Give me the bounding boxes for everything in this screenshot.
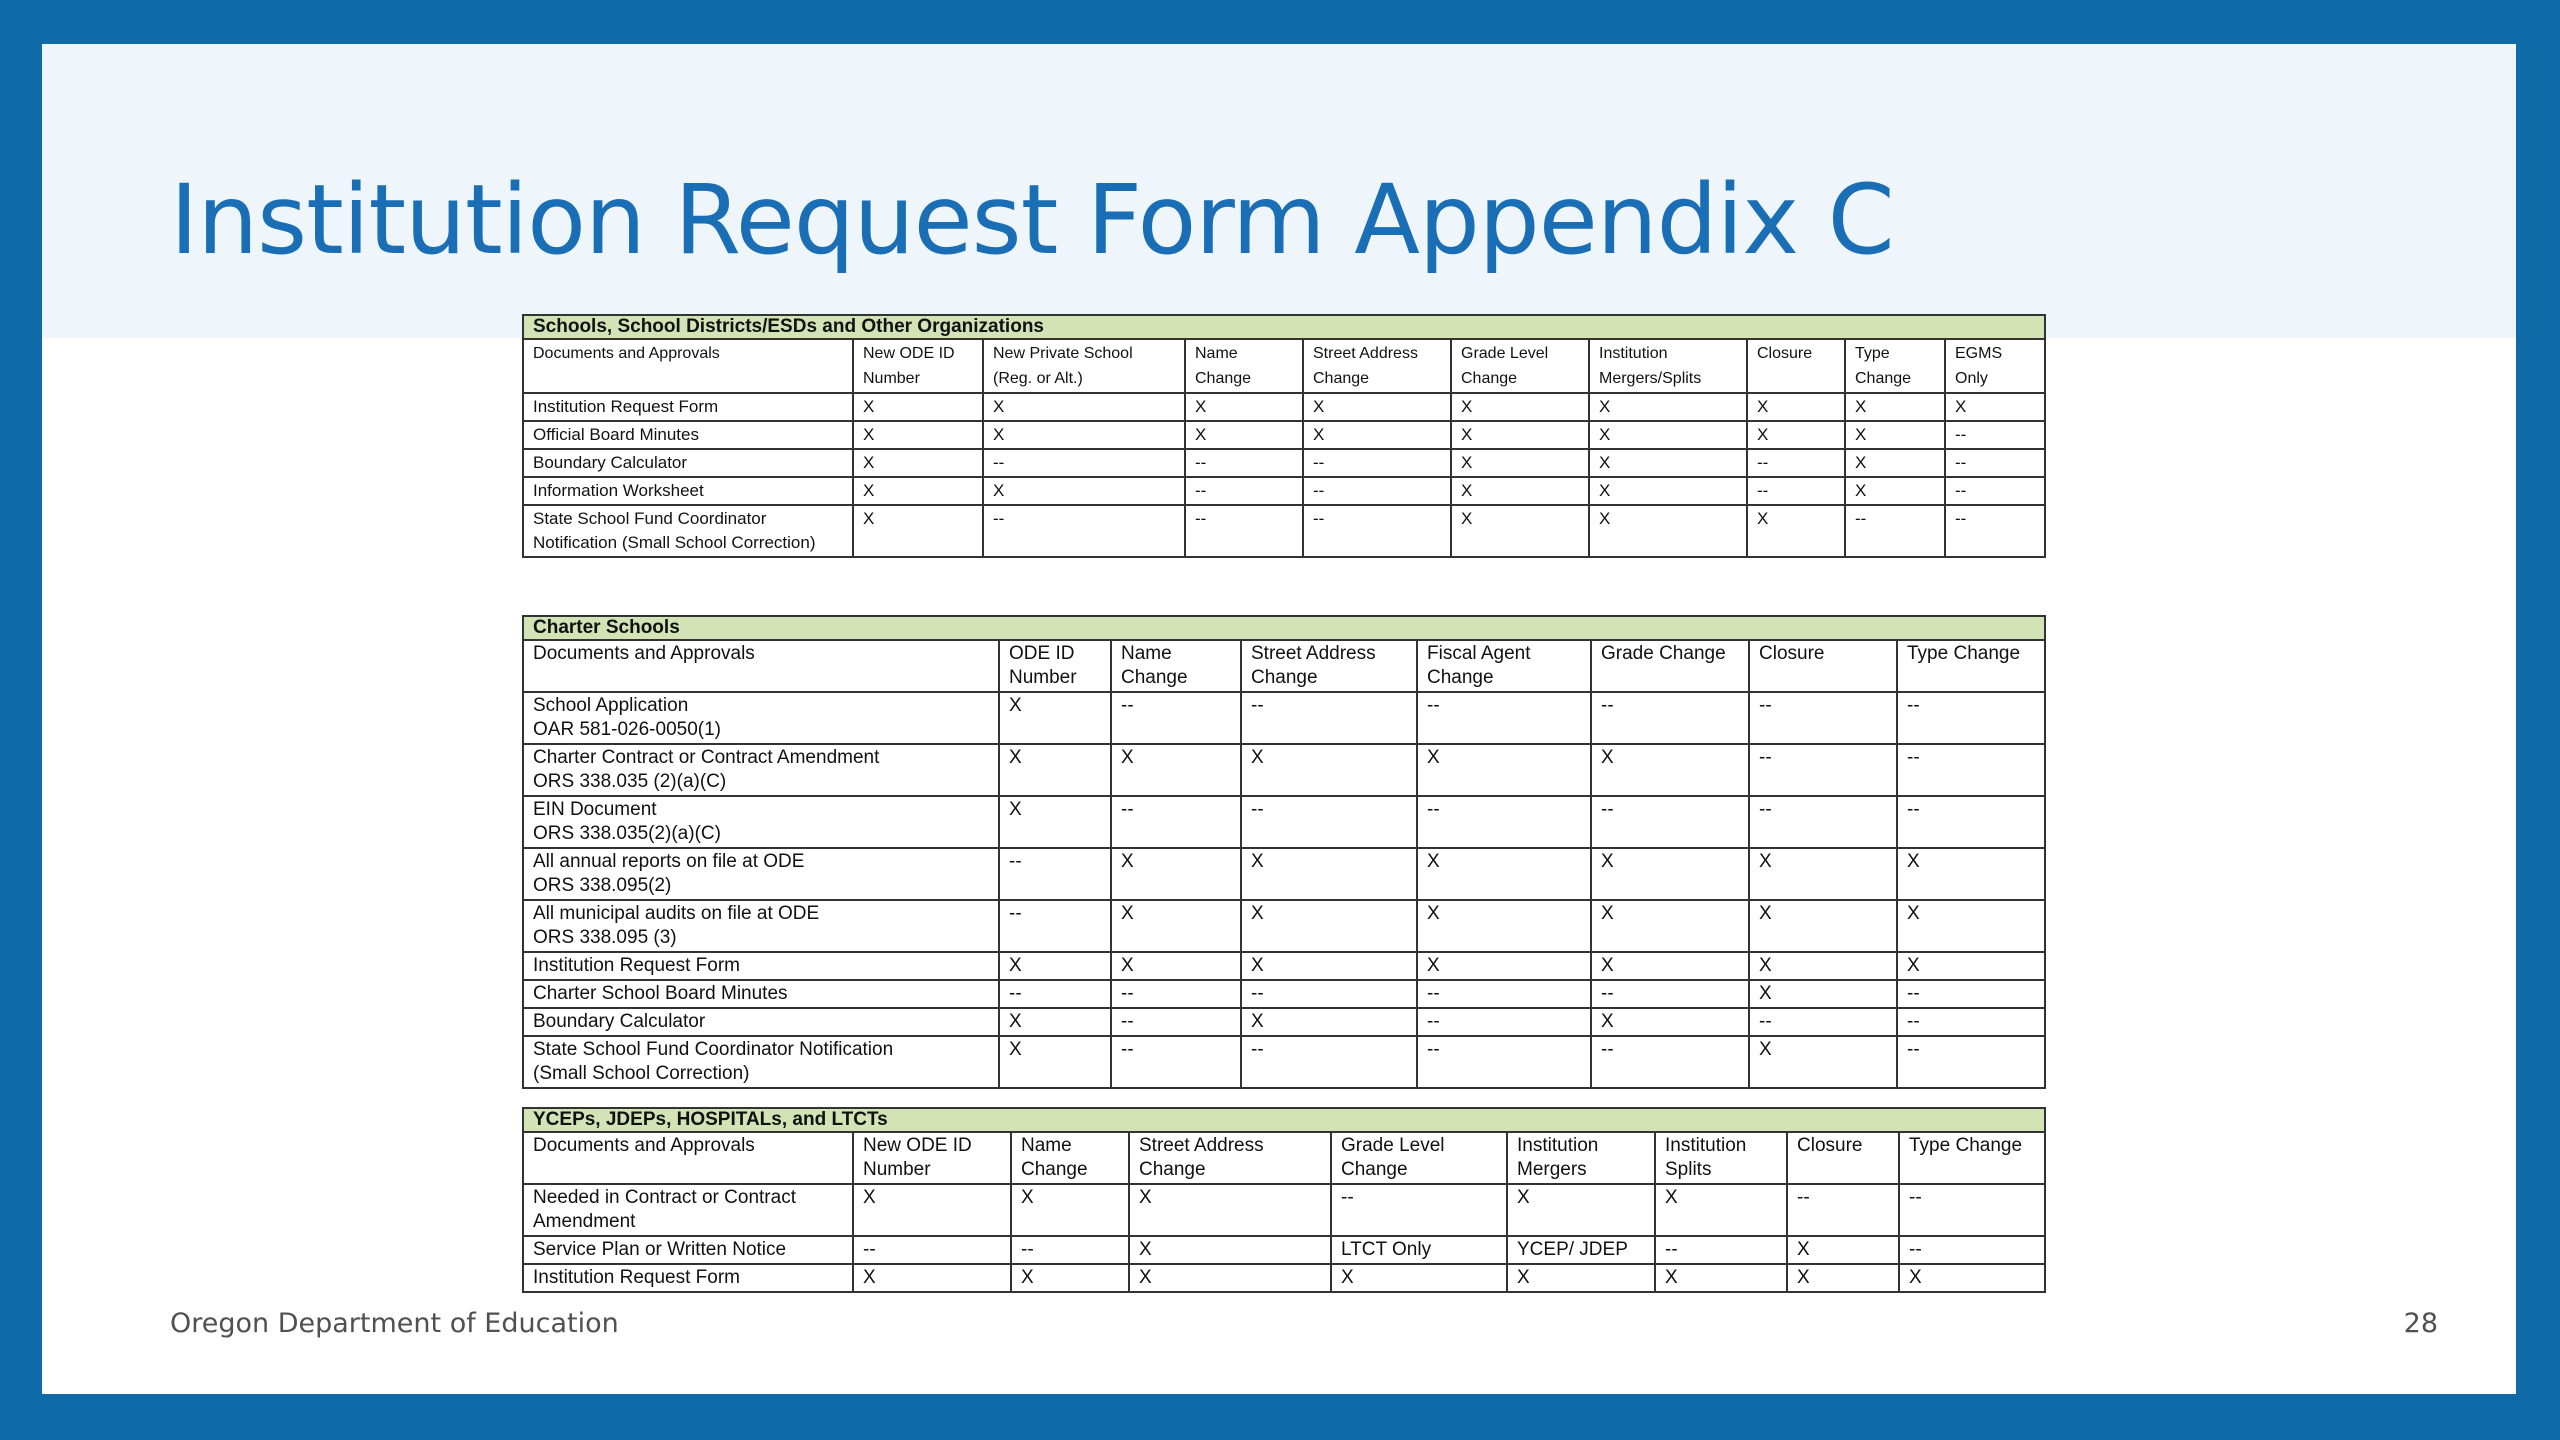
table-cell: X [983,477,1185,505]
table-cell: X [853,1184,1011,1236]
table-cell: X [1845,393,1945,421]
table-cell: -- [1591,692,1749,744]
table-cell: -- [1899,1184,2045,1236]
table-cell: X [1129,1264,1331,1292]
table-cell: X [1749,848,1897,900]
column-header: Street Address Change [1241,640,1417,692]
table-cell: -- [1899,1236,2045,1264]
table-row [523,744,2045,796]
footer-organization: Oregon Department of Education [170,1308,619,1339]
column-header: Fiscal Agent Change [1417,640,1591,692]
table-cell: X [1787,1236,1899,1264]
table-cell: -- [1111,980,1241,1008]
table-cell: X [1845,477,1945,505]
row-label: Needed in Contract or Contract Amendment [523,1184,853,1236]
column-header: Institution Splits [1655,1132,1787,1184]
table-cell: -- [1011,1236,1129,1264]
table-cell: X [1591,900,1749,952]
table-cell: X [853,393,983,421]
table-row [523,1264,2045,1292]
table-cell: X [1241,848,1417,900]
table-cell: X [1749,952,1897,980]
row-label: State School Fund Coordinator Notification (Small School Correction) [523,505,853,557]
column-header-row [523,339,2045,393]
table-cell: -- [1417,1008,1591,1036]
table-cell: X [983,421,1185,449]
table-cell: -- [1787,1184,1899,1236]
table-cell: -- [853,1236,1011,1264]
table-row [523,1184,2045,1236]
table-cell: X [1507,1184,1655,1236]
row-label: Charter Contract or Contract Amendment ORS 338.035 (2)(a)(C) [523,744,999,796]
table-cell: X [1589,393,1747,421]
column-header: Documents and Approvals [523,339,853,393]
table-cell: X [853,1264,1011,1292]
table-cell: X [1591,848,1749,900]
column-header: Name Change [1011,1132,1129,1184]
row-label: Information Worksheet [523,477,853,505]
table-cell: -- [1591,1036,1749,1088]
table-cell: X [999,1036,1111,1088]
table-row [523,980,2045,1008]
table-cell: X [1451,505,1589,557]
table-cell: X [1451,393,1589,421]
row-label: Institution Request Form [523,1264,853,1292]
table-cell: X [1331,1264,1507,1292]
table-cell: X [1111,744,1241,796]
column-header: Name Change [1185,339,1303,393]
row-label: Service Plan or Written Notice [523,1236,853,1264]
table-cell: X [1591,744,1749,796]
table-cell: X [1011,1184,1129,1236]
table-cell: X [1111,952,1241,980]
table-cell: -- [1303,449,1451,477]
row-label: Institution Request Form [523,952,999,980]
table-cell: -- [1185,477,1303,505]
table-cell: X [1897,952,2045,980]
column-header: Institution Mergers/Splits [1589,339,1747,393]
table-cell: -- [1591,796,1749,848]
table-cell: X [1129,1236,1331,1264]
table-cell: X [1747,421,1845,449]
table-cell: -- [1185,449,1303,477]
row-label: School Application OAR 581-026-0050(1) [523,692,999,744]
table-cell: -- [1591,980,1749,1008]
table-cell: X [1241,952,1417,980]
table-cell: X [853,421,983,449]
table-cell: X [1589,449,1747,477]
table-cell: X [1591,952,1749,980]
column-header: Closure [1747,339,1845,393]
table-cell: X [1897,848,2045,900]
table-cell: X [1303,421,1451,449]
table-cell: -- [1417,980,1591,1008]
table-row [523,796,2045,848]
table-cell: -- [1897,692,2045,744]
table-cell: X [1845,449,1945,477]
row-label: Boundary Calculator [523,449,853,477]
table-cell: -- [1303,477,1451,505]
table-cell: -- [1945,505,2045,557]
table-cell: X [983,393,1185,421]
table-cell: -- [1417,1036,1591,1088]
table-cell: X [1303,393,1451,421]
table-cell: X [1185,393,1303,421]
section-header: YCEPs, JDEPs, HOSPITALs, and LTCTs [523,1108,2045,1132]
table-cell: -- [1111,692,1241,744]
table-cell: -- [1749,796,1897,848]
table-cell: X [999,952,1111,980]
table-cell: -- [1185,505,1303,557]
table-row [523,1236,2045,1264]
table-cell: X [1749,980,1897,1008]
table-cell: X [1747,505,1845,557]
table-cell: X [1185,421,1303,449]
table-cell: X [1011,1264,1129,1292]
table-cell: X [853,449,983,477]
column-header: New Private School (Reg. or Alt.) [983,339,1185,393]
table-cell: -- [1897,1036,2045,1088]
table-cell: X [999,1008,1111,1036]
row-label: All municipal audits on file at ODE ORS 338.095 (3) [523,900,999,952]
table-cell: X [1589,421,1747,449]
table-cell: X [1417,848,1591,900]
table-cell: X [1591,1008,1749,1036]
row-label: Boundary Calculator [523,1008,999,1036]
column-header: Name Change [1111,640,1241,692]
slide [42,44,2516,1394]
table-cell: X [1451,421,1589,449]
table-cell: -- [1749,1008,1897,1036]
row-label: All annual reports on file at ODE ORS 338.095(2) [523,848,999,900]
table-cell: X [1417,900,1591,952]
section-header: Charter Schools [523,616,2045,640]
table-cell: X [999,796,1111,848]
table-cell: -- [1241,796,1417,848]
table-cell: -- [1241,980,1417,1008]
column-header: ODE ID Number [999,640,1111,692]
column-header-row [523,640,2045,692]
table-cell: X [1451,449,1589,477]
table-cell: X [1417,952,1591,980]
table-cell: -- [1417,796,1591,848]
table-row [523,1036,2045,1088]
table-cell: -- [1897,980,2045,1008]
column-header: New ODE ID Number [853,1132,1011,1184]
table-cell: -- [1749,744,1897,796]
table-cell: X [1241,900,1417,952]
table-cell: X [853,477,983,505]
table-cell: -- [999,900,1111,952]
table-cell: X [1111,900,1241,952]
table-schools-districts [522,314,2046,558]
table-cell: X [1589,505,1747,557]
page-number: 28 [2403,1308,2438,1339]
column-header: Documents and Approvals [523,640,999,692]
column-header: Street Address Change [1303,339,1451,393]
table-cell: X [1749,900,1897,952]
table-cell: -- [1945,449,2045,477]
row-label: State School Fund Coordinator Notification (Small School Correction) [523,1036,999,1088]
column-header: Grade Level Change [1451,339,1589,393]
table-cell: X [853,505,983,557]
table-cell: X [1787,1264,1899,1292]
column-header: Closure [1787,1132,1899,1184]
section-header: Schools, School Districts/ESDs and Other Organizations [523,315,2045,339]
column-header: Type Change [1845,339,1945,393]
table-cell: X [1507,1264,1655,1292]
table-row [523,848,2045,900]
table-row [523,1008,2045,1036]
table-cell: X [1749,1036,1897,1088]
table-row [523,421,2045,449]
table-cell: LTCT Only [1331,1236,1507,1264]
table-charter-schools [522,615,2046,1089]
column-header-row [523,1132,2045,1184]
table-cell: -- [1897,796,2045,848]
table-cell: X [1417,744,1591,796]
table-cell: -- [1331,1184,1507,1236]
column-header: Grade Change [1591,640,1749,692]
slide-title: Institution Request Form Appendix C [170,164,1894,276]
column-header: New ODE ID Number [853,339,983,393]
row-label: Institution Request Form [523,393,853,421]
row-label: EIN Document ORS 338.035(2)(a)(C) [523,796,999,848]
table-cell: X [999,744,1111,796]
table-cell: -- [1417,692,1591,744]
table-cell: -- [1111,1008,1241,1036]
table-row [523,692,2045,744]
column-header: Closure [1749,640,1897,692]
table-cell: X [1747,393,1845,421]
table-cell: -- [1241,1036,1417,1088]
table-cell: -- [1749,692,1897,744]
table-cell: X [999,692,1111,744]
table-row [523,505,2045,557]
table-cell: X [1451,477,1589,505]
table-yceps-jdeps [522,1107,2046,1293]
column-header: Type Change [1897,640,2045,692]
table-row [523,952,2045,980]
table-cell: X [1945,393,2045,421]
table-cell: -- [999,980,1111,1008]
table-cell: X [1845,421,1945,449]
column-header: Grade Level Change [1331,1132,1507,1184]
table-cell: X [1589,477,1747,505]
table-cell: YCEP/ JDEP [1507,1236,1655,1264]
table-cell: -- [1111,1036,1241,1088]
table-cell: -- [1747,449,1845,477]
table-cell: -- [1111,796,1241,848]
column-header: Type Change [1899,1132,2045,1184]
column-header: Street Address Change [1129,1132,1331,1184]
table-cell: X [1129,1184,1331,1236]
table-cell: X [1655,1264,1787,1292]
table-cell: X [1111,848,1241,900]
table-cell: X [1899,1264,2045,1292]
column-header: EGMS Only [1945,339,2045,393]
table-cell: -- [1845,505,1945,557]
table-row [523,900,2045,952]
table-cell: -- [999,848,1111,900]
table-cell: -- [1241,692,1417,744]
table-cell: X [1897,900,2045,952]
column-header: Institution Mergers [1507,1132,1655,1184]
table-cell: -- [983,449,1185,477]
table-cell: -- [1303,505,1451,557]
table-cell: -- [1897,744,2045,796]
row-label: Official Board Minutes [523,421,853,449]
column-header: Documents and Approvals [523,1132,853,1184]
table-cell: -- [983,505,1185,557]
table-cell: -- [1945,421,2045,449]
table-cell: -- [1945,477,2045,505]
table-row [523,449,2045,477]
table-cell: X [1241,744,1417,796]
table-row [523,477,2045,505]
table-row [523,393,2045,421]
table-cell: X [1655,1184,1787,1236]
table-cell: X [1241,1008,1417,1036]
table-cell: -- [1747,477,1845,505]
row-label: Charter School Board Minutes [523,980,999,1008]
table-cell: -- [1655,1236,1787,1264]
table-cell: -- [1897,1008,2045,1036]
